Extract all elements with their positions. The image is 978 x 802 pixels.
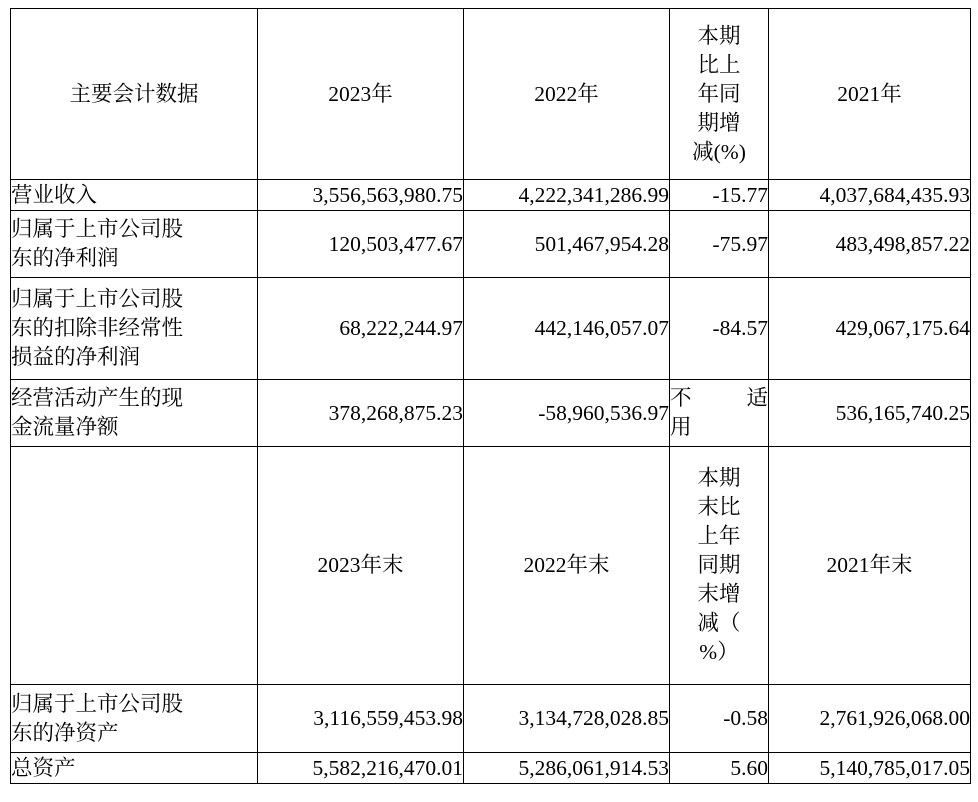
value-2022: 442,146,057.07	[464, 278, 670, 380]
value-change: -84.57	[670, 278, 769, 380]
value-2023: 120,503,477.67	[258, 211, 464, 278]
table-row	[11, 685, 971, 753]
value-change: -15.77	[670, 180, 769, 211]
value-2021: 5,140,785,017.05	[769, 753, 971, 784]
header-2022-end: 2022年末	[464, 447, 670, 685]
value-change-not-applicable: 不 适 用	[670, 380, 769, 447]
value-change: -0.58	[670, 685, 769, 753]
header-2021-end: 2021年末	[769, 447, 971, 685]
header-2023-end: 2023年末	[258, 447, 464, 685]
table-row	[11, 211, 971, 278]
table-row	[11, 278, 971, 380]
value-2021: 483,498,857.22	[769, 211, 971, 278]
value-2022: 5,286,061,914.53	[464, 753, 670, 784]
table-row	[11, 180, 971, 211]
value-2022: 4,222,341,286.99	[464, 180, 670, 211]
row-label: 归属于上市公司股 东的净利润	[11, 211, 258, 278]
header-2022: 2022年	[464, 9, 670, 180]
value-2021: 536,165,740.25	[769, 380, 971, 447]
header-change: 本期 比上 年同 期增 减(%)	[670, 9, 769, 180]
row-label: 归属于上市公司股 东的净资产	[11, 685, 258, 753]
value-2023: 68,222,244.97	[258, 278, 464, 380]
value-2021: 429,067,175.64	[769, 278, 971, 380]
row-label: 经营活动产生的现 金流量净额	[11, 380, 258, 447]
header-row	[11, 9, 971, 180]
value-2023: 3,116,559,453.98	[258, 685, 464, 753]
value-2022: 3,134,728,028.85	[464, 685, 670, 753]
table-row	[11, 380, 971, 447]
value-2022: 501,467,954.28	[464, 211, 670, 278]
financial-data-table	[10, 8, 971, 784]
row-label: 营业收入	[11, 180, 258, 211]
value-change: -75.97	[670, 211, 769, 278]
value-2021: 4,037,684,435.93	[769, 180, 971, 211]
value-2023: 378,268,875.23	[258, 380, 464, 447]
header-change-end: 本期 末比 上年 同期 末增 减（ %）	[670, 447, 769, 685]
header-label-cell	[11, 447, 258, 685]
value-change: 5.60	[670, 753, 769, 784]
value-2023: 5,582,216,470.01	[258, 753, 464, 784]
header-2021: 2021年	[769, 9, 971, 180]
value-2023: 3,556,563,980.75	[258, 180, 464, 211]
table-row	[11, 753, 971, 784]
row-label: 总资产	[11, 753, 258, 784]
header-row-period-end	[11, 447, 971, 685]
value-2021: 2,761,926,068.00	[769, 685, 971, 753]
value-2022: -58,960,536.97	[464, 380, 670, 447]
row-label: 归属于上市公司股 东的扣除非经常性 损益的净利润	[11, 278, 258, 380]
header-2023: 2023年	[258, 9, 464, 180]
header-label-cell: 主要会计数据	[11, 9, 258, 180]
